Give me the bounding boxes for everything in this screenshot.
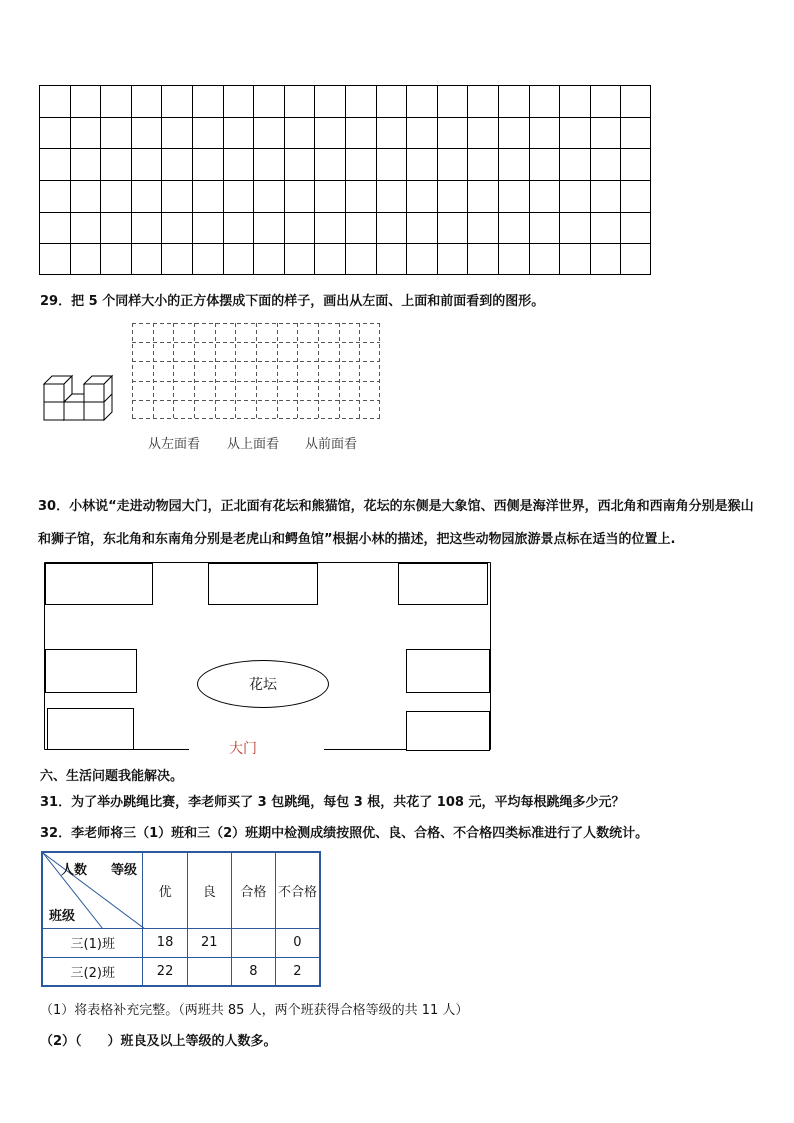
column-header: 优	[143, 852, 187, 928]
column-header: 不合格	[275, 852, 320, 928]
section-6-title: 六、生活问题我能解决。	[40, 769, 184, 784]
corner-label-class: 班级	[49, 909, 76, 924]
map-slot-southwest[interactable]	[47, 708, 134, 750]
map-slot-west[interactable]	[45, 649, 137, 693]
drawing-grid-lines	[39, 85, 651, 275]
column-header: 良	[187, 852, 231, 928]
map-slot-east[interactable]	[406, 649, 490, 693]
drawing-grid	[39, 85, 651, 275]
question-30: 30．小林说“走进动物园大门，正北面有花坛和熊猫馆，花坛的东侧是大象馆、西侧是海洋世界，西北角和西南角分别是猴山和狮子馆，东北角和东南角分别是老虎山和鳄鱼馆”根据小林的描述，把这些动物园旅游景点标在适当的位置上.	[38, 499, 754, 547]
table-cell: 2	[275, 957, 320, 986]
cube-stack-figure	[40, 368, 116, 424]
question-32: 32．李老师将三（1）班和三（2）班期中检测成绩按照优、良、合格、不合格四类标准进行了人数统计。	[40, 826, 649, 841]
table-cell: 21	[187, 928, 231, 957]
table-cell: 22	[143, 957, 187, 986]
map-slot-northeast[interactable]	[398, 563, 488, 605]
row-label: 三(1)班	[42, 928, 143, 957]
row-label: 三(2)班	[42, 957, 143, 986]
corner-label-count: 人数	[61, 863, 88, 878]
map-slot-southeast[interactable]	[406, 711, 490, 751]
view-label-left: 从左面看	[148, 437, 201, 452]
flowerbed-oval	[197, 660, 329, 708]
view-label-top: 从上面看	[227, 437, 280, 452]
table-row	[42, 928, 320, 957]
map-slot-north[interactable]	[208, 563, 318, 605]
table-cell: 18	[143, 928, 187, 957]
table-cell: 8	[231, 957, 275, 986]
table-cell: 0	[275, 928, 320, 957]
question-29: 29．把 5 个同样大小的正方体摆成下面的样子，画出从左面、上面和前面看到的图形。	[40, 294, 545, 309]
dashed-answer-grid	[132, 323, 380, 419]
flowerbed-label: 花坛	[249, 677, 277, 693]
view-label-front: 从前面看	[305, 437, 358, 452]
question-31: 31．为了举办跳绳比赛，李老师买了 3 包跳绳，每包 3 根，共花了 108 元，平均每根跳绳多少元？	[40, 795, 625, 810]
grade-statistics-table	[41, 851, 321, 987]
map-slot-northwest[interactable]	[45, 563, 153, 605]
table-cell-blank[interactable]	[231, 928, 275, 957]
table-corner-header	[42, 852, 143, 928]
zoo-gate-label: 大门	[229, 741, 257, 757]
table-cell-blank[interactable]	[187, 957, 231, 986]
corner-label-grade: 等级	[111, 863, 138, 878]
column-header: 合格	[231, 852, 275, 928]
question-32-part-2: （2）（ ）班良及以上等级的人数多。	[40, 1034, 277, 1049]
question-32-part-1: （1）将表格补充完整。（两班共 85 人，两个班获得合格等级的共 11 人）	[40, 1003, 469, 1018]
table-row	[42, 957, 320, 986]
